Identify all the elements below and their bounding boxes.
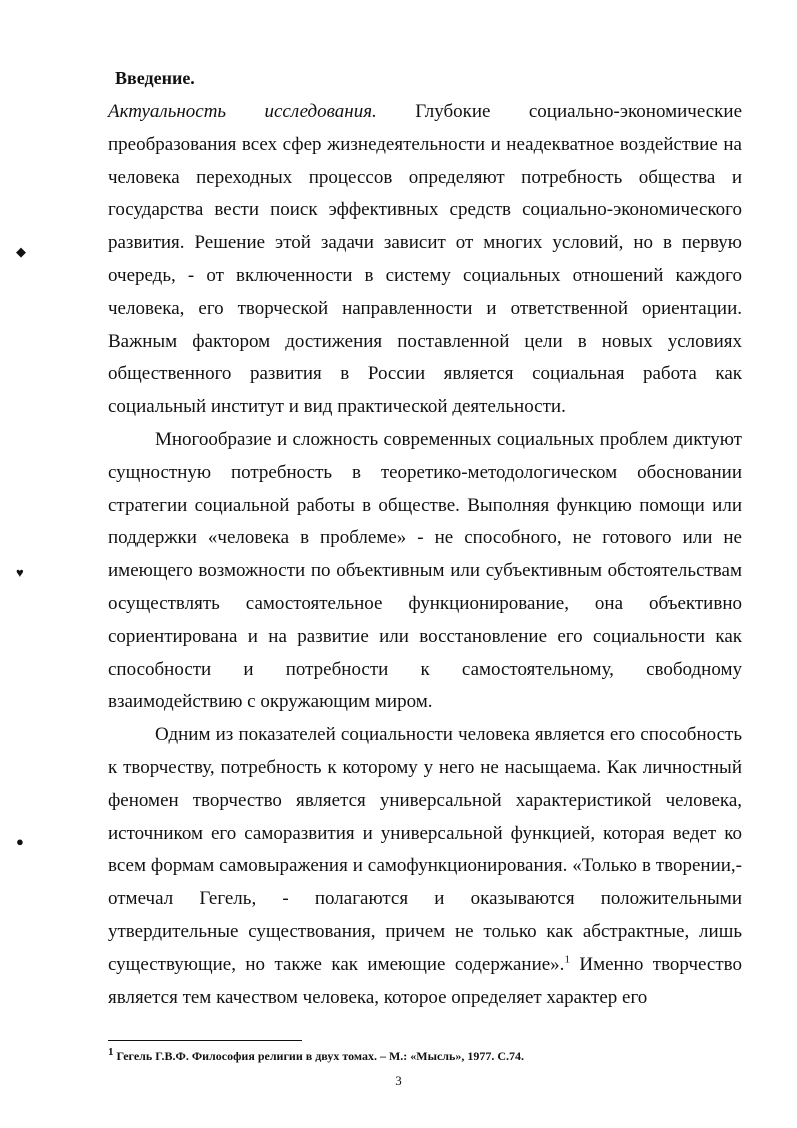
section-heading: Введение. [115, 68, 195, 88]
paragraph: Многообразие и сложность современных социальных проблем диктуют сущностную потребность в теоретико-методологическом обосновании стратегии социальной работы в обществе. Выполняя функцию помощи или поддержки «человека в проблеме» - не способного, не готового или не имеющего возможности по объективным или субъективным обстоятельствам осуществлять самостоятельное функционирование, она объективно сориентирована и на развитие или восстановление его социальности как способности и потребности к самостоятельному, свободному взаимодействию с окружающим миром. [108, 428, 742, 713]
paragraph-text: Одним из показателей социальности человека является его способность к творчеству, потребность к которому у него не насыщаема. Как личностный феномен творчество является универсальной характеристикой человека, источником его саморазвития и универсальной функцией, которая ведет ко всем формам самовыражения и самофункционирования. «Только в творении,- отмечал Гегель, - полагаются и оказываются положительными утвердительные существования, причем не только как абстрактные, лишь существующие, но также как имеющие содержание». [108, 724, 742, 975]
margin-mark-icon: ● [16, 834, 24, 849]
margin-mark-icon: ♥ [16, 565, 24, 580]
relevance-label: Актуальность исследования. [108, 101, 377, 122]
page-number: 3 [395, 1073, 402, 1088]
paragraph [108, 719, 742, 1014]
body-text [108, 64, 742, 1014]
margin-mark-icon: ◆ [16, 244, 26, 259]
paragraph-text: Глубокие социально-экономические преобразования всех сфер жизнедеятельности и неадекватное воздействие на человека переходных процессов определяют потребность общества и государства вести поиск эффективных средств социально-экономического развития. Решение этой задачи зависит от многих условий, но в первую очередь, - от включенности в систему социальных отношений каждого человека, его творческой направленности и ответственной ориентации. Важным фактором достижения поставленной цели в новых условиях общественного развития в России является социальная работа как социальный институт и вид практической деятельности. [108, 101, 743, 418]
footnote-reference: 1 [564, 953, 570, 966]
footnote [108, 1048, 728, 1064]
footnote-number: 1 [108, 1046, 114, 1058]
paragraph-text: Именно творчество является тем качеством человека, которое определяет характер его [108, 953, 742, 1008]
footnote-separator [108, 1040, 302, 1041]
paragraph-relevance [108, 96, 742, 424]
footnote-text: Гегель Г.В.Ф. Философия религии в двух томах. – М.: «Мысль», 1977. С.74. [116, 1049, 525, 1063]
